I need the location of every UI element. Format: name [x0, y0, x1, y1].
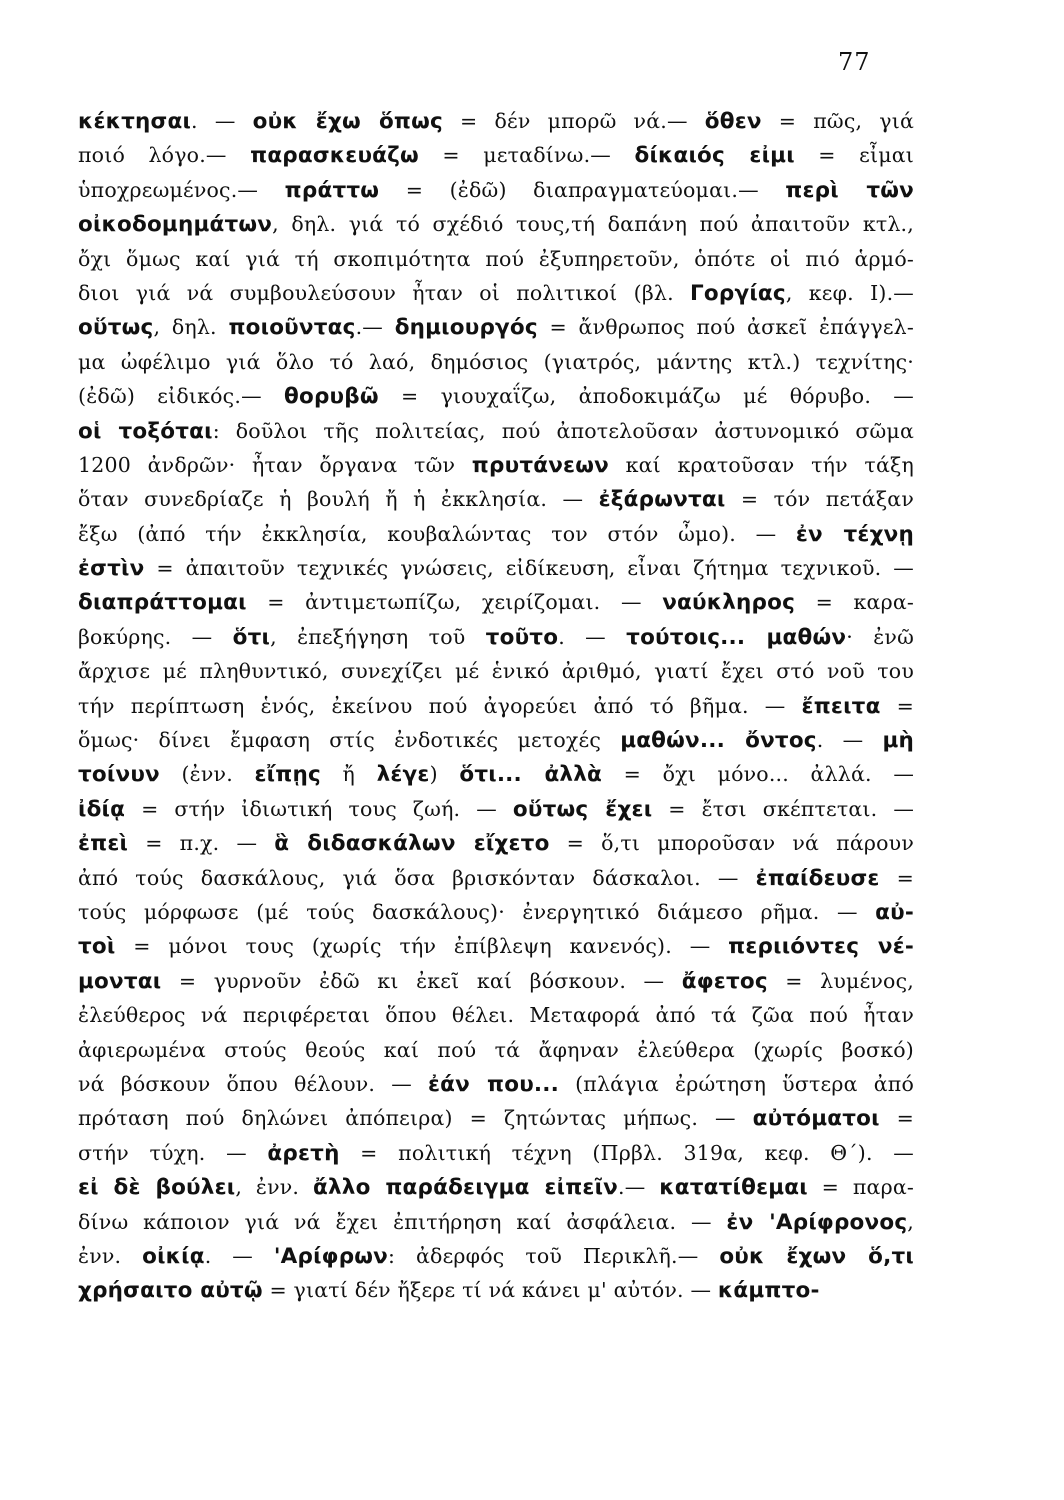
commentary-text [78, 104, 914, 1308]
bold-term: Γοργίας [690, 280, 786, 306]
bold-term: οἱ τοξόται [78, 418, 213, 444]
gloss-text: νά βόσκουν ὅπου θέλουν. — [78, 1071, 428, 1096]
bold-term: περιιόντες νέ- [728, 934, 915, 960]
gloss-text: (ἐνν. [159, 762, 255, 787]
gloss-text: = ὅ,τι μποροῦσαν νά πάρουν [549, 831, 914, 856]
page-number: 77 [838, 48, 871, 76]
bold-term: μαθών... ὄντος [620, 728, 817, 754]
bold-term: ἐν 'Αρίφρονος [726, 1209, 908, 1235]
gloss-text: ὄχι ὅμως καί γιά τή σκοπιμότητα πού ἐξυπηρετοῦν, ὁπότε οἱ πιό ἁρμό- [78, 246, 914, 271]
gloss-text: ἀπό τούς δασκάλους, γιά ὅσα βρισκόνταν δάσκαλοι. — [78, 865, 756, 890]
bold-term: εἴπῃς [254, 762, 321, 788]
gloss-text: : ἀδερφός τοῦ Περικλῆ.— [388, 1243, 720, 1268]
bold-term: δημιουργός [394, 315, 538, 341]
text-line [78, 482, 914, 516]
gloss-text: = πολιτική τέχνη (Πρβλ. 319α, κεφ. Θ΄). — [339, 1140, 914, 1165]
gloss-text: = λυμένος, [767, 968, 914, 993]
bold-term: ἄφετος [681, 968, 768, 994]
text-line [78, 1033, 914, 1067]
bold-term: παρασκευάζω [250, 143, 419, 169]
bold-term: ὅτι... ἀλλὰ [459, 762, 603, 788]
text-line [78, 242, 914, 276]
bold-term: ἐξάρωνται [598, 487, 726, 513]
bold-term: πρυτάνεων [471, 452, 609, 478]
gloss-text: = ἄνθρωπος πού ἀσκεῖ ἐπάγγελ- [537, 315, 914, 340]
gloss-text: = ὄχι μόνο... ἀλλά. — [602, 762, 915, 787]
gloss-text: = γυρνοῦν ἐδῶ κι ἐκεῖ καί βόσκουν. — [161, 968, 682, 993]
bold-term: 'Αρίφρων [273, 1243, 389, 1269]
gloss-text: . — [191, 109, 253, 133]
text-line [78, 414, 914, 448]
gloss-text: , [907, 1209, 914, 1234]
bold-term: ἄλλο παράδειγμα εἰπεῖν [312, 1175, 618, 1201]
gloss-text: = παρα- [807, 1175, 915, 1200]
gloss-text: στήν τύχη. — [78, 1140, 268, 1165]
text-line [78, 826, 914, 860]
gloss-text: δίνω κάποιον γιά νά ἔχει ἐπιτήρηση καί ἀσφάλεια. — [78, 1209, 727, 1234]
text-line [78, 964, 914, 998]
gloss-text: . — [816, 728, 883, 753]
bold-term: κατατίθεμαι [659, 1175, 808, 1201]
gloss-text: (πλάγια ἐρώτηση ὕστερα ἀπό [559, 1071, 915, 1096]
gloss-text: ἐλεύθερος νά περιφέρεται ὅπου θέλει. Μεταφορά ἀπό τά ζῶα πού ἦταν [78, 1003, 914, 1028]
gloss-text: = π.χ. — [128, 831, 275, 856]
text-line [78, 585, 914, 619]
gloss-text: = ἀπαιτοῦν τεχνικές γνώσεις, εἰδίκευση, εἶναι ζήτημα τεχνικοῦ. — [144, 556, 914, 581]
gloss-text: = μόνοι τους (χωρίς τήν ἐπίβλεψη κανενός). — [115, 934, 729, 959]
bold-term: ἃ διδασκάλων εἴχετο [274, 831, 550, 857]
gloss-text: μα ὠφέλιμο γιά ὅλο τό λαό, δημόσιος (γιατρός, μάντης κτλ.) τεχνίτης· [78, 349, 914, 374]
bold-term: οὐκ ἔχω ὅπως [252, 109, 443, 134]
gloss-text: ὑποχρεωμένος.— [78, 177, 285, 202]
bold-term: πράττω [284, 177, 380, 203]
gloss-text: : δοῦλοι τῆς πολιτείας, πού ἀποτελοῦσαν ἀστυνομικό σῶμα [212, 418, 914, 443]
gloss-text: , δηλ. γιά τό σχέδιό τους,τή δαπάνη πού ἀπαιτοῦν κτλ., [272, 212, 914, 237]
bold-term: οὕτως [78, 315, 154, 341]
gloss-text: 1200 ἀνδρῶν· ἦταν ὄργανα τῶν [78, 452, 472, 477]
gloss-text: τήν περίπτωση ἑνός, ἐκείνου πού ἀγορεύει ἀπό τό βῆμα. — [78, 693, 802, 718]
bold-term: ναύκληρος [662, 590, 796, 616]
text-line [78, 448, 914, 482]
gloss-text: = ἀντιμετωπίζω, χειρίζομαι. — [246, 590, 663, 615]
bold-term: τοὶ [78, 934, 116, 960]
text-line [78, 1170, 914, 1204]
bold-term: ὅθεν [704, 109, 762, 134]
gloss-text: ) [429, 762, 460, 787]
text-line [78, 1067, 914, 1101]
gloss-text: . — [558, 624, 627, 649]
text-line [78, 998, 914, 1032]
gloss-text: · ἐνῶ [846, 624, 914, 649]
text-line [78, 620, 914, 654]
gloss-text: = (ἐδῶ) διαπραγματεύομαι.— [379, 177, 786, 202]
text-line [78, 757, 914, 791]
gloss-text: ἤ [320, 762, 377, 787]
bold-term: οὕτως ἔχει [512, 796, 653, 822]
bold-term: ἔπειτα [801, 693, 881, 719]
text-line [78, 792, 914, 826]
text-line [78, 517, 914, 551]
bold-term: θορυβῶ [284, 384, 379, 410]
gloss-text: = [880, 693, 914, 718]
bold-term: ἀρετὴ [267, 1140, 340, 1166]
bold-term: οἰκίᾳ [142, 1243, 205, 1269]
bold-term: τοίνυν [78, 762, 160, 788]
bold-term: εἰ δὲ βούλει [78, 1175, 236, 1201]
text-line [78, 551, 914, 585]
gloss-text: = [879, 1106, 915, 1131]
gloss-text: ποιό λόγο.— [78, 143, 251, 168]
bold-term: λέγε [376, 762, 430, 788]
gloss-text: πρόταση πού δηλώνει ἀπόπειρα) = ζητώντας μήπως. — [78, 1106, 753, 1131]
bold-term: περὶ τῶν [785, 177, 914, 203]
text-line [78, 173, 914, 207]
bold-term: διαπράττομαι [78, 590, 247, 616]
text-line [78, 1136, 914, 1170]
gloss-text: τούς μόρφωσε (μέ τούς δασκάλους)· ἐνεργητικό διάμεσο ρῆμα. — [78, 899, 876, 924]
text-line [78, 379, 914, 413]
bold-term: χρήσαιτο αὐτῷ [78, 1278, 263, 1304]
text-line [78, 861, 914, 895]
gloss-text: , κεφ. Ι).— [785, 280, 914, 305]
bold-term: τοῦτο [485, 624, 559, 650]
gloss-text: .— [355, 315, 395, 340]
bold-term: ἐστὶν [78, 556, 145, 582]
text-line [78, 1273, 914, 1307]
text-line [78, 929, 914, 963]
gloss-text: , ἐνν. [235, 1175, 313, 1200]
text-line [78, 345, 914, 379]
text-line [78, 895, 914, 929]
gloss-text: , ἐπεξήγηση τοῦ [270, 624, 486, 649]
text-line [78, 1239, 914, 1273]
gloss-text: = εἶμαι [794, 143, 914, 168]
text-line [78, 207, 914, 241]
gloss-text: = γιατί δέν ἤξερε τί νά κάνει μ' αὐτόν. — [262, 1278, 718, 1303]
gloss-text: = μεταδίνω.— [418, 143, 635, 168]
text-line [78, 276, 914, 310]
bold-term: μὴ [882, 728, 914, 754]
gloss-text: ἄρχισε μέ πληθυντικό, συνεχίζει μέ ἑνικό ἀριθμό, γιατί ἔχει στό νοῦ του [78, 659, 914, 684]
gloss-text: ἐνν. [78, 1243, 143, 1268]
bold-term: ποιοῦντας [228, 315, 356, 341]
bold-term: αὐτόματοι [752, 1106, 880, 1132]
bold-term: κάμπτο- [717, 1278, 820, 1304]
text-line [78, 1205, 914, 1239]
bold-term: οὐκ ἔχων ὅ,τι [719, 1243, 914, 1269]
gloss-text: ὅταν συνεδρίαζε ἡ βουλή ἤ ἡ ἐκκλησία. — [78, 487, 599, 512]
gloss-text: = καρα- [795, 590, 914, 615]
gloss-text: διοι γιά νά συμβουλεύσουν ἦταν οἱ πολιτικοί (βλ. [78, 280, 691, 305]
text-line [78, 1101, 914, 1135]
gloss-text: = δέν μπορῶ νά.— [442, 109, 705, 133]
bold-term: ἰδίᾳ [78, 796, 126, 822]
gloss-text: = ἔτσι σκέπτεται. — [652, 796, 915, 821]
gloss-text: (ἐδῶ) εἰδικός.— [78, 384, 285, 409]
gloss-text: καί κρατοῦσαν τήν τάξη [608, 452, 914, 477]
gloss-text: ἀφιερωμένα στούς θεούς καί πού τά ἄφηναν ἐλεύθερα (χωρίς βοσκό) [78, 1037, 914, 1062]
bold-term: ἐάν που... [428, 1071, 560, 1097]
gloss-text: = [879, 865, 915, 890]
text-line [78, 138, 914, 172]
gloss-text: = τόν πετάξαν [725, 487, 915, 512]
bold-term: ἐπεὶ [78, 831, 129, 857]
gloss-text: ἔξω (ἀπό τήν ἐκκλησία, κουβαλώντας τον στόν ὦμο). — [78, 521, 796, 546]
bold-term: τούτοις... μαθών [626, 624, 847, 650]
text-line [78, 104, 914, 138]
bold-term: κέκτησαι [78, 109, 192, 134]
text-line [78, 310, 914, 344]
bold-term: δίκαιός εἰμι [634, 143, 795, 169]
gloss-text: βοκύρης. — [78, 624, 233, 649]
gloss-text: = πῶς, γιά [761, 109, 915, 133]
text-line [78, 689, 914, 723]
gloss-text: . — [204, 1243, 274, 1268]
gloss-text: ὅμως· δίνει ἔμφαση στίς ἐνδοτικές μετοχές [78, 728, 621, 753]
text-line [78, 723, 914, 757]
bold-term: αὐ- [875, 899, 914, 925]
text-line [78, 654, 914, 688]
gloss-text: .— [618, 1175, 660, 1200]
gloss-text: , δηλ. [153, 315, 229, 340]
bold-term: οἰκοδομημάτων [78, 212, 273, 238]
gloss-text: = στήν ἰδιωτική τους ζωή. — [125, 796, 513, 821]
bold-term: ἐν τέχνῃ [795, 521, 914, 547]
gloss-text: = γιουχαΐζω, ἀποδοκιμάζω μέ θόρυβο. — [378, 384, 914, 409]
bold-term: ὅτι [232, 624, 271, 650]
bold-term: μονται [78, 968, 162, 994]
bold-term: ἐπαίδευσε [755, 865, 880, 891]
